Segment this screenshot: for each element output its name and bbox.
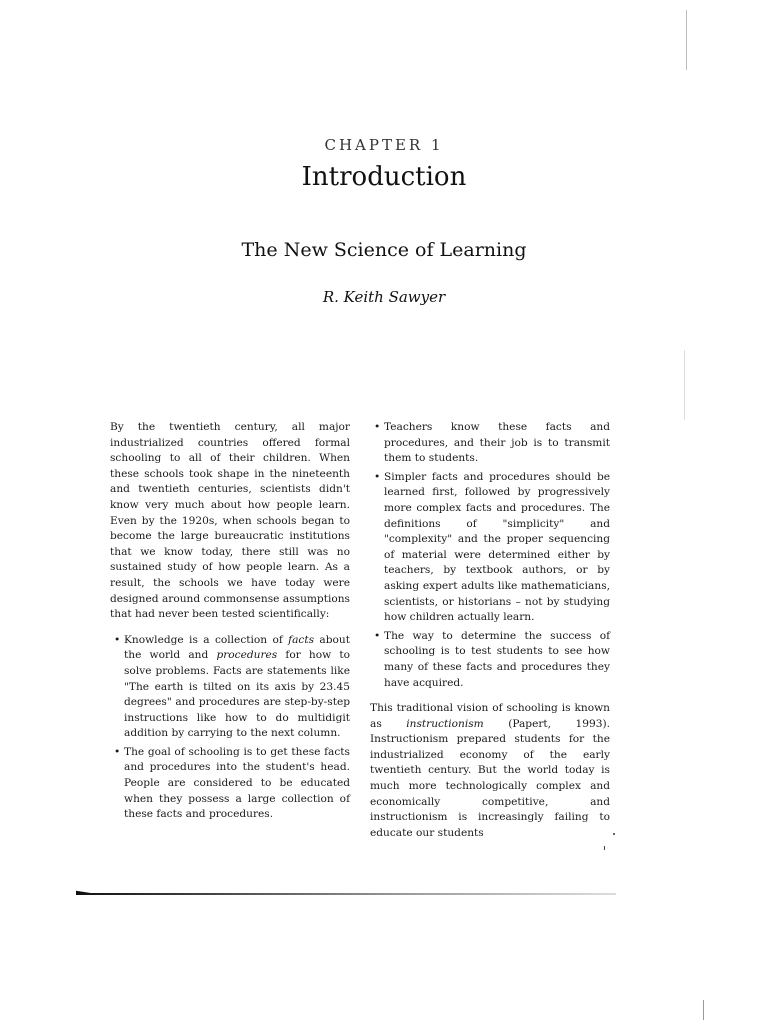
bullet-text: Knowledge is a collection of bbox=[124, 633, 289, 646]
intro-paragraph: By the twentieth century, all major industrialized countries offered formal schooling to all of their children. When these schools took shape in the nineteenth and twentieth centuries, scientists didn't know very much about how people learn. Even by the 1920s, when schools began to become the large bureaucratic institutions that we know today, there still was no sustained study of how people learn. As a result, the schools we have today were designed around commonsense assumptions that had never been tested scientifically: bbox=[110, 421, 350, 621]
bullet-text: about the world and bbox=[124, 633, 350, 662]
chapter-subtitle: The New Science of Learning bbox=[241, 239, 527, 261]
paragraph-text: (Papert, 1993). Instructionism prepared students for the industrialized economy of the early twentieth century. But the world today is much more technologically complex and economically competitive, and instructionism is increasingly failing to educate our students bbox=[370, 717, 610, 839]
scan-edge-mark bbox=[703, 1000, 704, 1020]
emphasis-instructionism: instructionism bbox=[406, 717, 484, 730]
assumption-item-sequencing: • Simpler facts and procedures should be learned first, followed by progressively more complex facts and procedures. The definitions of "simplicity" and "complexity" and the proper sequencing of material were determined either by teachers, by textbook authors, or by asking expert adults like mathematicians, scientists, or historians – not by studying how children actually learn. bbox=[370, 470, 610, 626]
scan-speck bbox=[613, 833, 615, 835]
closing-paragraph bbox=[370, 701, 610, 841]
left-column bbox=[110, 420, 350, 826]
assumption-list-continued bbox=[370, 420, 610, 691]
emphasis-facts: facts bbox=[288, 633, 315, 646]
scan-edge-mark bbox=[686, 10, 687, 70]
assumption-item-goal: • The goal of schooling is to get these facts and procedures into the student's head. People are considered to be educated when they possess a large collection of these facts and procedures. bbox=[110, 745, 350, 823]
author-name: R. Keith Sawyer bbox=[322, 288, 446, 306]
scan-rule-line bbox=[76, 893, 616, 895]
assumption-item-testing: • The way to determine the success of schooling is to test students to see how many of these facts and procedures they have acquired. bbox=[370, 629, 610, 691]
chapter-title: Introduction bbox=[301, 162, 467, 192]
scan-edge-mark bbox=[684, 350, 685, 420]
assumption-list bbox=[110, 633, 350, 823]
emphasis-procedures: procedures bbox=[216, 649, 278, 662]
assumption-item-knowledge bbox=[110, 633, 350, 742]
scan-speck bbox=[604, 846, 605, 850]
bullet-text: for how to solve problems. Facts are statements like "The earth is tilted on its axis by 23.45 degrees" and procedures are step-by-step instructions like how to do multidigit addition by carrying to the next column. bbox=[124, 649, 350, 740]
assumption-item-teachers: • Teachers know these facts and procedures, and their job is to transmit them to students. bbox=[370, 420, 610, 467]
chapter-label: CHAPTER 1 bbox=[324, 136, 444, 154]
paragraph-text: This traditional vision of schooling is known as bbox=[370, 702, 610, 730]
right-column bbox=[370, 420, 610, 841]
